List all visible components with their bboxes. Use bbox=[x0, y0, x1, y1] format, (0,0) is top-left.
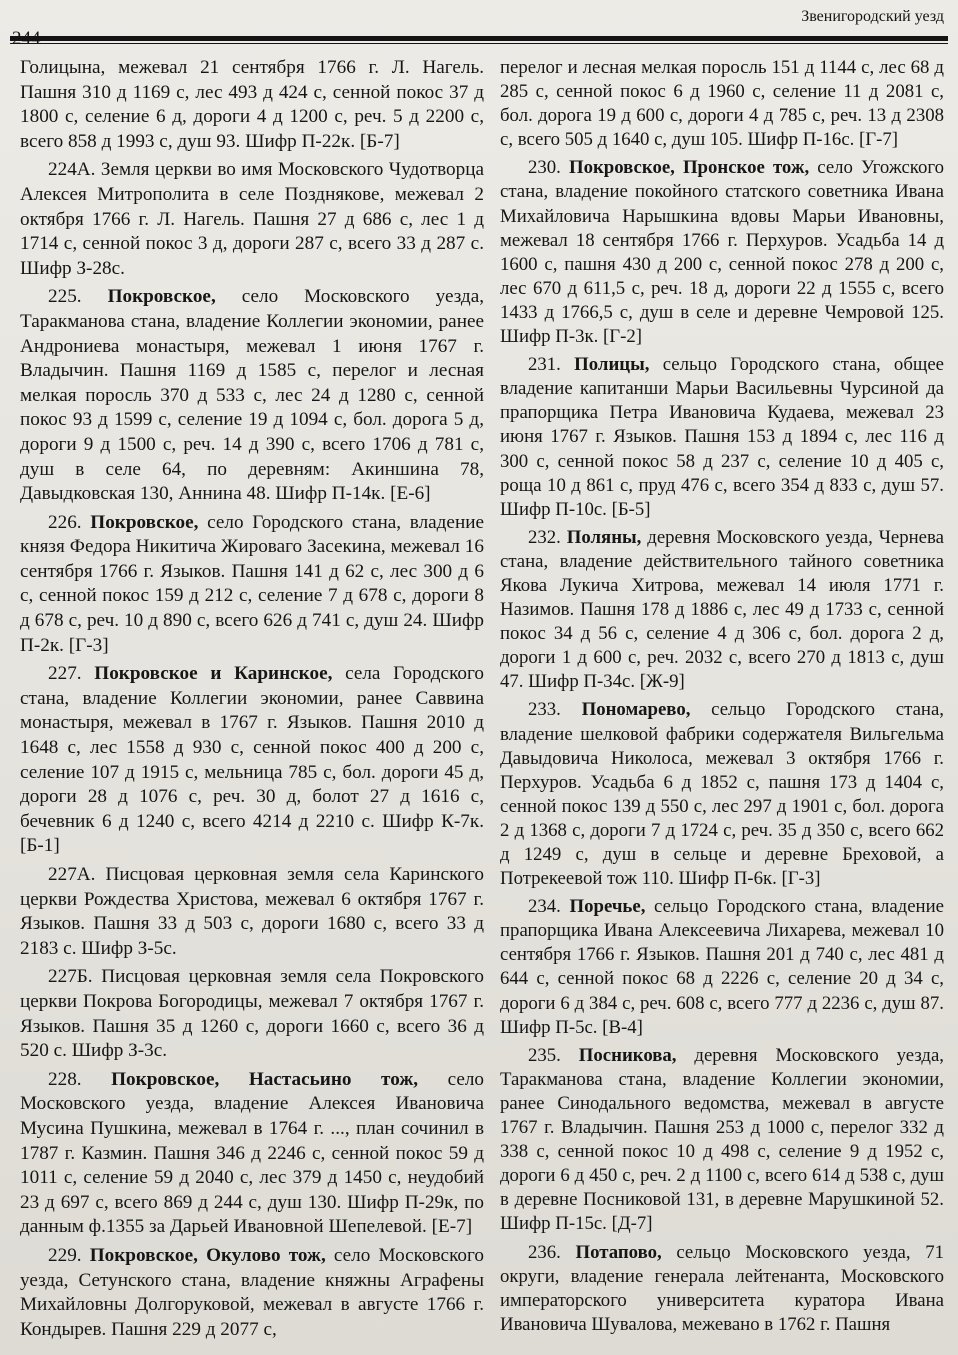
entry-235 bbox=[500, 1044, 944, 1237]
entry-234 bbox=[500, 895, 944, 1040]
entry-232 bbox=[500, 526, 944, 695]
entry-heading: Полицы, bbox=[574, 354, 650, 376]
entry-heading: Покровское, bbox=[107, 286, 216, 308]
running-head: Звенигородский уезд bbox=[801, 8, 944, 25]
entry-text: село Московского уезда, Таракманова стана, владение Коллегии экономии, ранее Андрониева монастыря, межевал 1 июня 1767 г. Владычин. Пашня 1169 д 1585 с, перелог и лесная мелкая поросль 370 д 533 с, лес 24 д 1280 с, сенной покос 93 д 1599 с, селение 19 д 1094 с, бол. дорога 5 д, дороги 9 д 1500 с, реч. 14 д 390 с, всего 1706 д 781 с, душ в селе 64, по деревням: Акиншина 78, Давыдковская 130, Аннина 48. Шифр П-14к. [Е-6] bbox=[20, 286, 485, 505]
entry-number: 227Б. bbox=[48, 966, 93, 988]
entry-number: 227. bbox=[48, 663, 82, 685]
entry-text: Писцовая церковная земля села Покровского церкви Покрова Богородицы, межевал 7 октября 1767 г. Языков. Пашня 35 д 1260 с, дороги 1660 с, всего 36 д 520 с. Шифр З-3с. bbox=[20, 966, 484, 1062]
entry-number: 236. bbox=[528, 1241, 561, 1263]
entry-229 bbox=[20, 1244, 484, 1342]
entry-text: деревня Московского уезда, Таракманова стана, владение Коллегии экономии, ранее Синодального ведомства, межевал в августе 1767 г. Владычин. Пашня 253 д 1000 с, перелог 332 д 338 с, сенной покос 10 д 498 с, селение 9 д 1952 с, дороги 6 д 450 с, реч. 2 д 1100 с, всего 614 д 538 с, душ в деревне Посниковой 131, в деревне Марушкиной 52. Шифр П-15с. [Д-7] bbox=[500, 1044, 944, 1235]
entry-continuation bbox=[500, 56, 944, 152]
entry-heading: Покровское и Каринское, bbox=[94, 663, 333, 685]
entry-233 bbox=[500, 698, 944, 891]
entry-text: село Угожского стана, владение покойного статского советника Ивана Михайловича Нарышкина вдовы Марьи Ивановны, межевал 18 сентября 1766 г. Перхуров. Усадьба 14 д 1600 с, пашня 430 д 200 с, сенной покос 278 д 200 с, лес 670 д 611,5 с, реч. 18 д, дороги 22 д 1555 с, всего 1433 д 1766,5 с, душ в селе и деревне Чемровой 125. Шифр П-3к. [Г-2] bbox=[500, 157, 944, 348]
entry-text: сельцо Городского стана, общее владение капитанши Марьи Васильевны Чурсиной да прапорщика Петра Ивановича Кудаева, межевал 23 июня 1767 г. Языков. Пашня 153 д 1894 с, лес 116 д 300 с, сенной покос 58 д 237 с, селение 10 д 405 с, роща 10 д 861 с, пруд 476 с, всего 354 д 833 с, душ 57. Шифр П-10с. [Б-5] bbox=[500, 354, 945, 520]
left-column bbox=[20, 56, 484, 1342]
entry-text: сельцо Городского стана, владение прапорщика Ивана Алексеевича Лихарева, межевал 10 сентября 1766 г. Языков. Пашня 201 д 740 с, лес 481 д 644 с, сенной покос 68 д 2226 с, селение 20 д 34 с, дороги 6 д 384 с, реч. 608 с, всего 777 д 2236 с, душ 87. Шифр П-5с. [В-4] bbox=[500, 896, 944, 1038]
entry-heading: Покровское, Пронское тож, bbox=[568, 157, 810, 179]
header-rule-thin bbox=[10, 43, 948, 44]
entry-number: 231. bbox=[528, 354, 561, 376]
entry-text: сельцо Московского уезда, 71 округи, владение генерала лейтенанта, Московского императорского университета куратора Ивана Ивановича Шувалова, межевано в 1762 г. Пашня bbox=[500, 1241, 944, 1335]
entry-236 bbox=[500, 1241, 944, 1337]
header-rule-thick bbox=[10, 36, 948, 41]
entry-224a bbox=[20, 158, 484, 281]
entry-text: деревня Московского уезда, Чернева стана, владение действительного тайного советника Якова Лукича Хитрова, межевал 14 июля 1771 г. Назимов. Пашня 178 д 1886 с, лес 49 д 1733 с, сенной покос 34 д 56 с, селение 4 д 306 с, бол. дорога 2 д, дороги 1 д 600 с, реч. 2032 с, всего 270 д 1813 с, душ 47. Шифр П-34с. [Ж-9] bbox=[500, 526, 944, 693]
entry-number: 229. bbox=[48, 1244, 82, 1266]
entry-225 bbox=[20, 285, 484, 506]
entry-number: 233. bbox=[528, 699, 561, 721]
entry-heading: Потапово, bbox=[575, 1241, 662, 1263]
entry-text: сельцо Городского стана, владение шелковой фабрики содержателя Вильгельма Давыдовича Николоса, межевал 3 октября 1766 г. Перхуров. Усадьба 6 д 1852 с, пашня 173 д 1404 с, сенной покос 139 д 550 с, лес 297 д 1901 с, бол. дорога 2 д 1368 с, дороги 7 д 1724 с, реч. 35 д 350 с, всего 662 д 1249 с, душ в сельце и деревне Бреховой, а Потрекеевой тож 110. Шифр П-6к. [Г-3] bbox=[500, 699, 944, 890]
entry-heading: Поляны, bbox=[566, 526, 642, 548]
entry-heading: Поречье, bbox=[569, 896, 646, 918]
entry-227b bbox=[20, 965, 484, 1063]
entry-heading: Покровское, bbox=[90, 511, 199, 533]
entry-heading: Покровское, Настасьино тож, bbox=[111, 1068, 419, 1090]
entry-226 bbox=[20, 511, 484, 659]
entry-heading: Посникова, bbox=[578, 1044, 677, 1066]
right-column bbox=[500, 56, 944, 1337]
entry-number: 235. bbox=[528, 1044, 561, 1066]
entry-text: село Городского стана, владение князя Федора Никитича Жироваго Засекина, межевал 16 сентября 1766 г. Языков. Пашня 141 д 62 с, лес 300 д 6 с, сенной покос 159 д 212 с, селение 7 д 678 с, дороги 8 д 678 с, реч. 10 д 890 с, всего 626 д 741 с, душ 24. Шифр П-2к. [Г-3] bbox=[20, 511, 484, 656]
entry-227 bbox=[20, 662, 484, 859]
entry-227a bbox=[20, 863, 484, 961]
entry-number: 224А. bbox=[48, 159, 96, 181]
entry-number: 234. bbox=[528, 896, 561, 918]
entry-text: перелог и лесная мелкая поросль 151 д 1144 с, лес 68 д 285 с, сенной покос 6 д 1960 с, селение 11 д 2081 с, бол. дорога 19 д 600 с, дороги 4 д 785 с, реч. 13 д 2308 с, всего 505 д 1640 с, душ 105. Шифр П-16с. [Г-7] bbox=[500, 57, 944, 151]
entry-continuation bbox=[20, 56, 484, 154]
entry-230 bbox=[500, 156, 944, 349]
entry-text: село Московского уезда, Сетунского стана, владение княжны Аграфены Михайловны Долгоруковой, межевал в августе 1766 г. Кондырев. Пашня 229 д 2077 с, bbox=[20, 1244, 484, 1340]
entry-text: села Городского стана, владение Коллегии экономии, ранее Саввина монастыря, межевал в 1767 г. Языков. Пашня 2010 д 1648 с, лес 1558 д 930 с, сенной покос 400 д 200 с, селение 107 д 1915 с, мельница 785 с, бол. дороги 45 д, дороги 28 д 1076 с, реч. 30 д, болот 27 д 1616 с, бечевник 6 д 1240 с, всего 4214 д 2210 с. Шифр К-7к. [Б-1] bbox=[20, 663, 484, 857]
entry-number: 225. bbox=[48, 286, 82, 308]
entry-number: 227А. bbox=[48, 864, 96, 885]
entry-number: 228. bbox=[48, 1068, 82, 1090]
entry-heading: Покровское, Окулово тож, bbox=[89, 1244, 326, 1266]
entry-text: Земля церкви во имя Московского Чудотворца Алексея Митрополита в селе Позднякове, межевал 2 октября 1766 г. Л. Нагель. Пашня 27 д 686 с, лес 1 д 1714 с, сенной покос 3 д, дороги 287 с, всего 33 д 287 с. Шифр З-28с. bbox=[20, 159, 484, 279]
entry-number: 230. bbox=[528, 157, 561, 179]
entry-number: 232. bbox=[528, 526, 561, 548]
entry-number: 226. bbox=[48, 511, 82, 533]
entry-text: село Московского уезда, владение Алексея Ивановича Мусина Пушкина, межевал в 1764 г. ..., план сочинил в 1787 г. Казмин. Пашня 346 д 2246 с, сенной покос 59 д 1011 с, селение 59 д 2040 с, лес 379 д 1450 с, неудобий 23 д 697 с, всего 869 д 244 с, душ 130. Шифр П-29к, по данным ф.1355 за Дарьей Ивановной Шепелевой. [Е-7] bbox=[20, 1068, 485, 1238]
entry-heading: Пономарево, bbox=[581, 699, 691, 721]
entry-text: Писцовая церковная земля села Каринского церкви Рождества Христова, межевал 6 октября 1767 г. Языков. Пашня 33 д 503 с, дороги 1680 с, всего 33 д 2183 с. Шифр З-5с. bbox=[20, 864, 484, 959]
entry-228 bbox=[20, 1068, 484, 1240]
entry-text: Голицына, межевал 21 сентября 1766 г. Л. Нагель. Пашня 310 д 1169 с, лес 493 д 424 с, сенной покос 37 д 1800 с, селение 6 д, дороги 4 д 1200 с, реч. 5 д 2200 с, всего 858 д 1993 с, душ 93. Шифр П-22к. [Б-7] bbox=[20, 57, 484, 152]
entry-231 bbox=[500, 353, 944, 522]
